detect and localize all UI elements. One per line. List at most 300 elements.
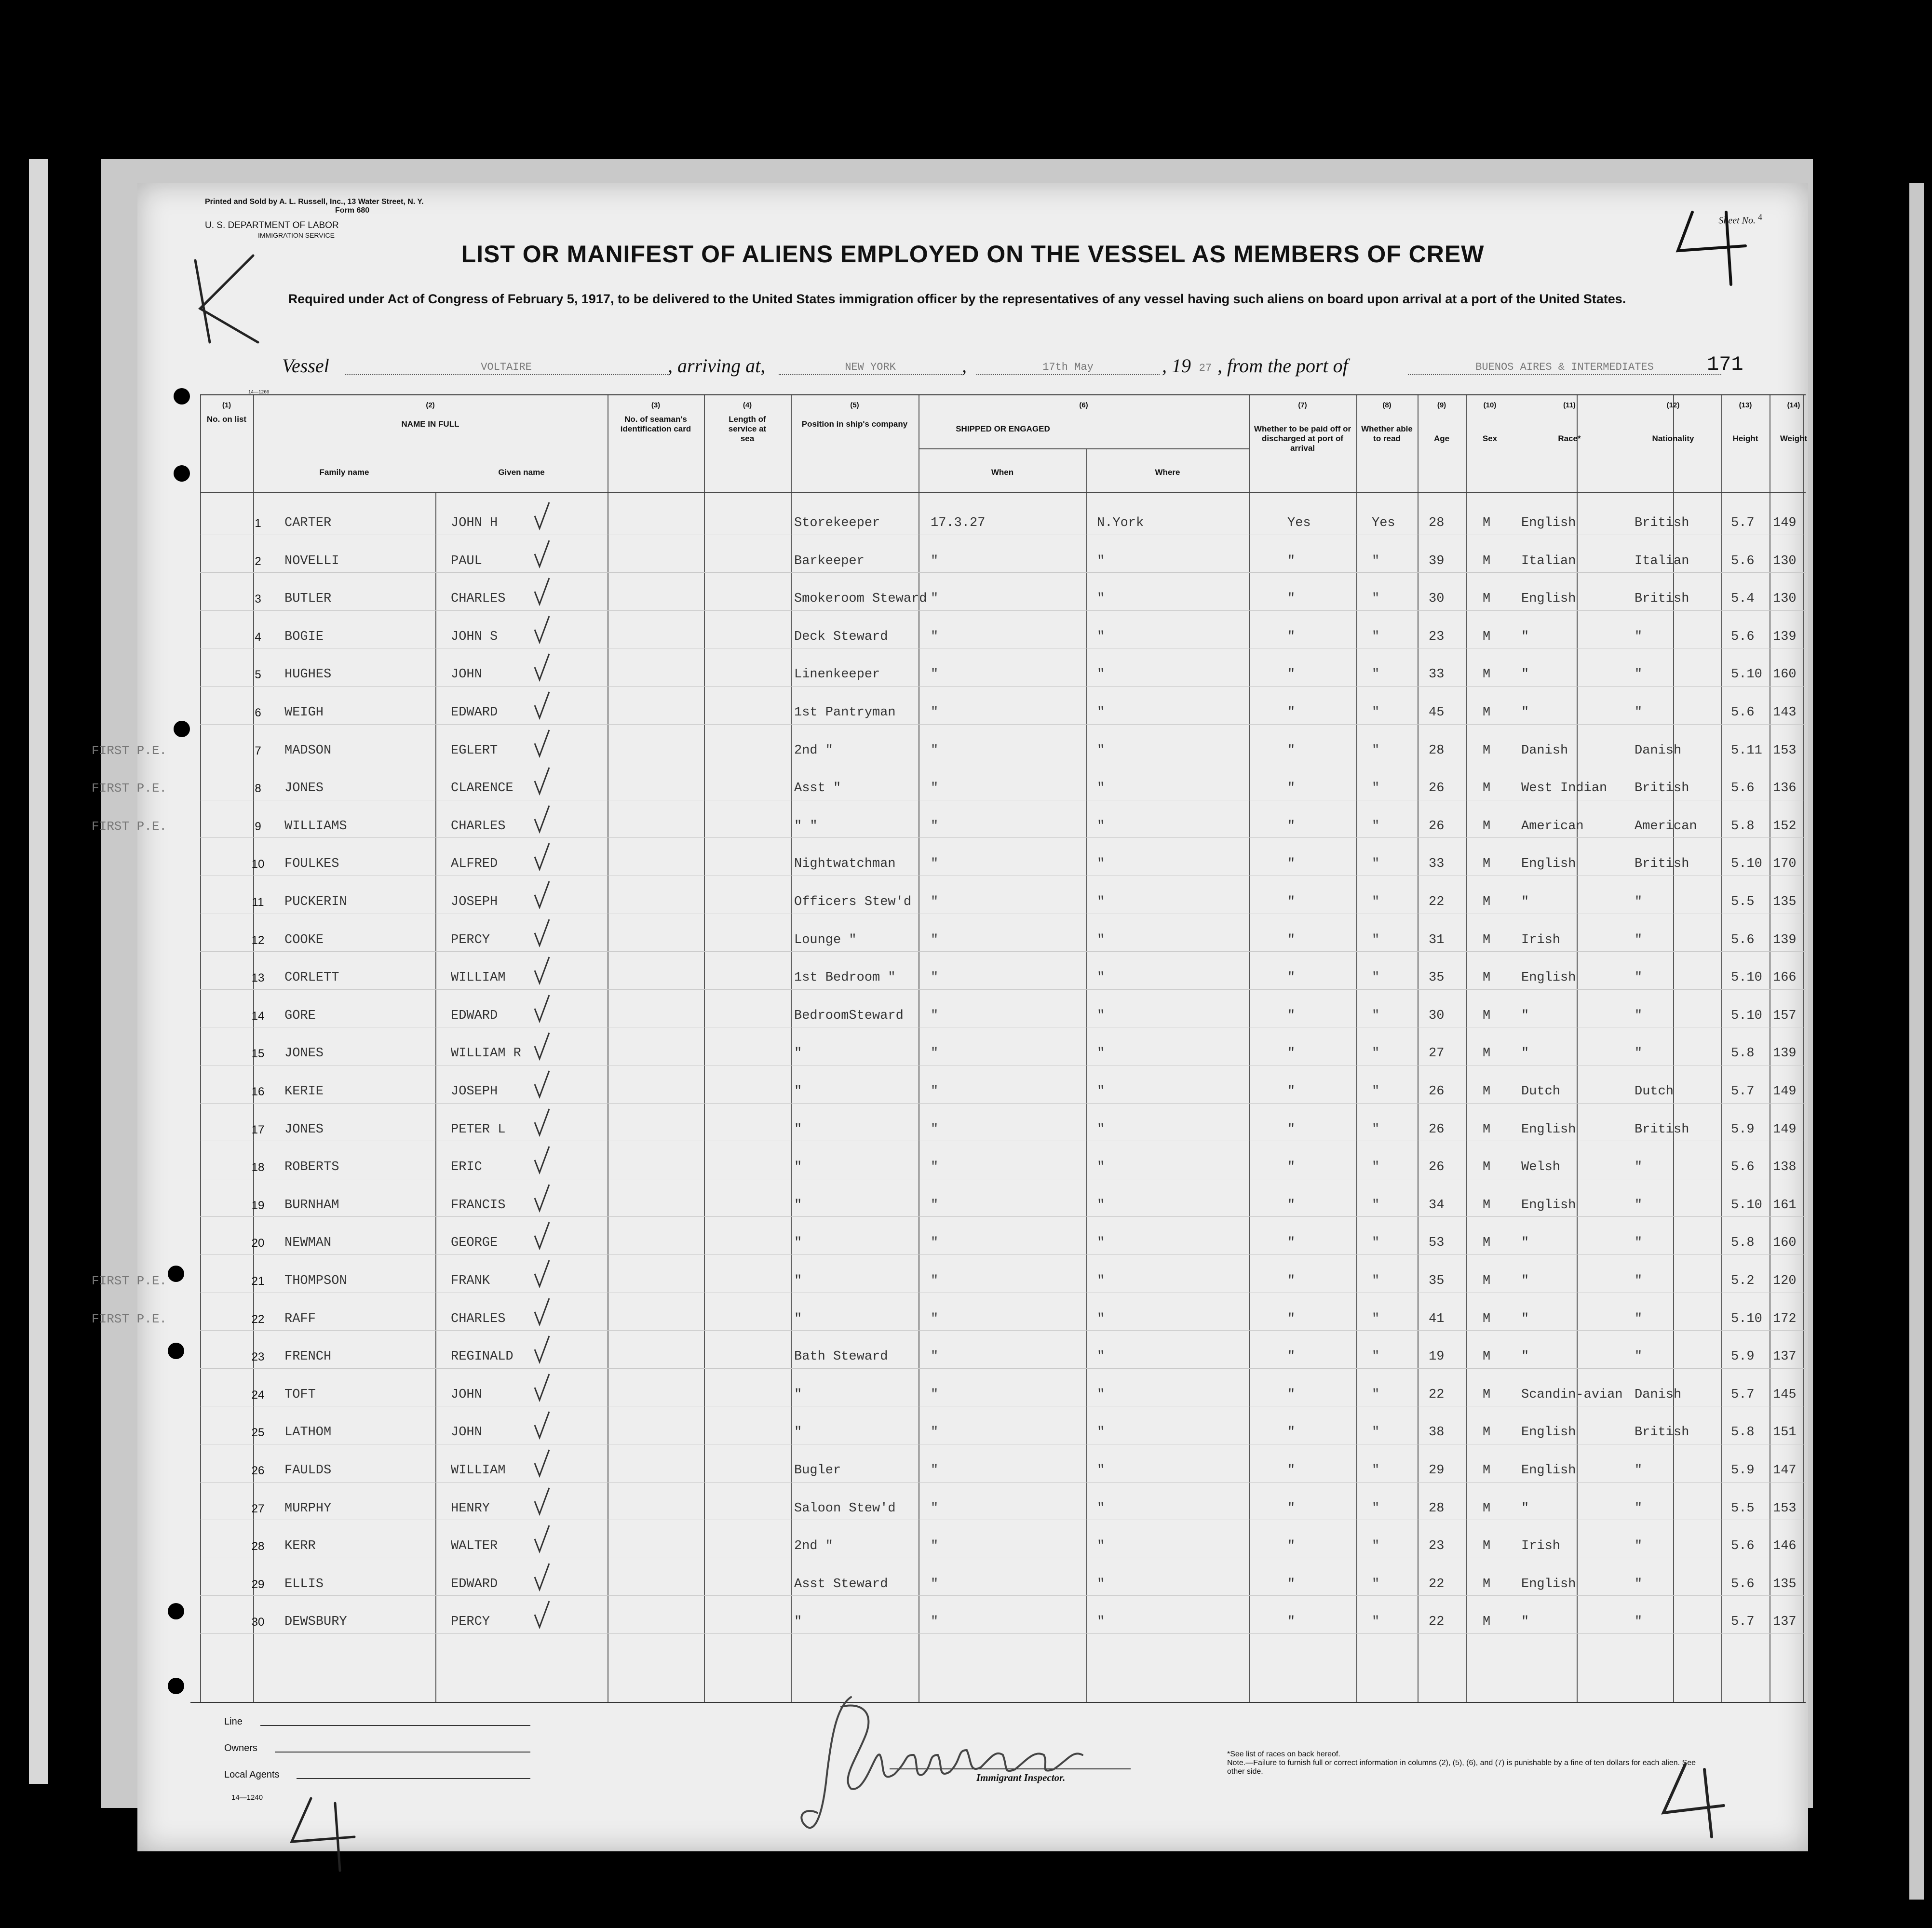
cell-sex: M bbox=[1483, 1274, 1491, 1288]
punch-hole-icon bbox=[168, 1266, 184, 1282]
cell-given-name: WILLIAM R bbox=[451, 1046, 521, 1061]
col-header-height: Height bbox=[1732, 434, 1758, 443]
cell-position: " bbox=[794, 1311, 802, 1326]
cell-paid-off: " bbox=[1287, 667, 1296, 682]
cell-paid-off: " bbox=[1287, 971, 1296, 985]
cell-family-name: CORLETT bbox=[284, 971, 339, 985]
cell-race: English bbox=[1521, 1577, 1576, 1591]
punch-hole-icon bbox=[168, 1603, 184, 1619]
col-header-service: Length of service at sea bbox=[728, 415, 767, 443]
cell-shipped-where: " bbox=[1097, 1198, 1105, 1213]
footer-agents-label: Local Agents bbox=[224, 1769, 280, 1780]
vessel-name: VOLTAIRE bbox=[345, 361, 668, 375]
cell-position: " " bbox=[794, 819, 818, 834]
cell-paid-off: " bbox=[1287, 857, 1296, 872]
owners-underline bbox=[275, 1752, 530, 1753]
cell-age: 22 bbox=[1429, 1615, 1445, 1630]
cell-family-name: NOVELLI bbox=[284, 553, 339, 568]
footer-owners-label: Owners bbox=[224, 1743, 257, 1753]
col-subheader-family: Family name bbox=[319, 468, 369, 477]
check-mark-icon bbox=[533, 1335, 550, 1364]
cell-age: 30 bbox=[1429, 1008, 1445, 1023]
cell-shipped-where: " bbox=[1097, 1539, 1105, 1554]
cell-nationality: " bbox=[1635, 1615, 1643, 1630]
cell-weight: 120 bbox=[1773, 1274, 1797, 1288]
cell-shipped-where: " bbox=[1097, 1236, 1105, 1251]
cell-nationality: " bbox=[1635, 895, 1643, 909]
punch-hole-icon bbox=[168, 1678, 184, 1694]
cell-shipped-where: " bbox=[1097, 1084, 1105, 1099]
col-number-1: (1) bbox=[222, 401, 231, 409]
cell-weight: 149 bbox=[1773, 1122, 1797, 1137]
cell-able-to-read: " bbox=[1372, 1349, 1380, 1364]
cell-height: 5.10 bbox=[1731, 1198, 1762, 1213]
row-number: 18 bbox=[251, 1161, 265, 1174]
table-row bbox=[200, 1368, 1806, 1406]
cell-height: 5.6 bbox=[1731, 1539, 1755, 1554]
cell-age: 35 bbox=[1429, 1274, 1445, 1288]
cell-position: BedroomSteward bbox=[794, 1008, 904, 1023]
cell-nationality: " bbox=[1635, 1577, 1643, 1591]
cell-shipped-where: " bbox=[1097, 1008, 1105, 1023]
cell-family-name: JONES bbox=[284, 1122, 324, 1137]
cell-given-name: FRANCIS bbox=[451, 1198, 506, 1213]
cell-sex: M bbox=[1483, 932, 1491, 947]
cell-height: 5.8 bbox=[1731, 819, 1755, 834]
table-row bbox=[200, 1216, 1806, 1254]
cell-weight: 160 bbox=[1773, 667, 1797, 682]
cell-paid-off: " bbox=[1287, 1463, 1296, 1478]
arrival-year: 27 bbox=[1199, 362, 1212, 374]
col-number-12: (12) bbox=[1666, 401, 1680, 409]
cell-race: Dutch bbox=[1521, 1084, 1561, 1099]
cell-height: 5.10 bbox=[1731, 1311, 1762, 1326]
cell-weight: 135 bbox=[1773, 895, 1797, 909]
cell-paid-off: " bbox=[1287, 1122, 1296, 1137]
cell-shipped-when: " bbox=[931, 1198, 939, 1213]
cell-height: 5.2 bbox=[1731, 1274, 1755, 1288]
check-mark-icon bbox=[533, 1146, 550, 1174]
cell-position: " bbox=[794, 1236, 802, 1251]
cell-age: 28 bbox=[1429, 743, 1445, 758]
cell-race: Italian bbox=[1521, 553, 1576, 568]
printer-info bbox=[205, 198, 424, 215]
check-mark-icon bbox=[533, 729, 550, 758]
check-mark-icon bbox=[533, 691, 550, 720]
margin-annotation: FIRST P.E. bbox=[92, 743, 167, 758]
cell-shipped-where: " bbox=[1097, 819, 1105, 834]
cell-weight: 153 bbox=[1773, 1501, 1797, 1516]
check-mark-icon bbox=[533, 1600, 550, 1629]
cell-height: 5.8 bbox=[1731, 1046, 1755, 1061]
cell-able-to-read: " bbox=[1372, 592, 1380, 607]
punch-hole-icon bbox=[174, 465, 190, 482]
cell-height: 5.6 bbox=[1731, 629, 1755, 644]
table-row bbox=[200, 610, 1806, 648]
departure-port: BUENOS AIRES & INTERMEDIATES bbox=[1408, 361, 1721, 375]
cell-sex: M bbox=[1483, 1349, 1491, 1364]
cell-height: 5.8 bbox=[1731, 1236, 1755, 1251]
cell-sex: M bbox=[1483, 1008, 1491, 1023]
col-number-4: (4) bbox=[743, 401, 752, 409]
cell-race: " bbox=[1521, 1046, 1529, 1061]
cell-given-name: PERCY bbox=[451, 1615, 490, 1630]
footer-line-label: Line bbox=[224, 1716, 243, 1727]
cell-shipped-where: " bbox=[1097, 743, 1105, 758]
row-number: 8 bbox=[255, 782, 261, 795]
cell-shipped-when: " bbox=[931, 553, 939, 568]
cell-nationality: " bbox=[1635, 932, 1643, 947]
col-number-2: (2) bbox=[426, 401, 435, 409]
cell-nationality: " bbox=[1635, 629, 1643, 644]
cell-family-name: GORE bbox=[284, 1008, 316, 1023]
cell-given-name: EDWARD bbox=[451, 1577, 498, 1591]
cell-family-name: WEIGH bbox=[284, 705, 324, 720]
cell-shipped-when: " bbox=[931, 1236, 939, 1251]
cell-race: " bbox=[1521, 1008, 1529, 1023]
col-header-position: Position in ship's company bbox=[801, 419, 908, 429]
cell-able-to-read: " bbox=[1372, 1311, 1380, 1326]
cell-weight: 157 bbox=[1773, 1008, 1797, 1023]
cell-race: " bbox=[1521, 1236, 1529, 1251]
cell-given-name: JOSEPH bbox=[451, 895, 498, 909]
cell-nationality: Dutch bbox=[1635, 1084, 1674, 1099]
cell-race: English bbox=[1521, 971, 1576, 985]
cell-sex: M bbox=[1483, 1046, 1491, 1061]
cell-nationality: American bbox=[1635, 819, 1697, 834]
cell-shipped-when: " bbox=[931, 1160, 939, 1175]
row-number: 25 bbox=[251, 1426, 265, 1440]
cell-height: 5.9 bbox=[1731, 1463, 1755, 1478]
margin-annotation: FIRST P.E. bbox=[92, 1311, 167, 1326]
cell-race: " bbox=[1521, 705, 1529, 720]
cell-position: Asst Steward bbox=[794, 1577, 888, 1591]
row-number: 10 bbox=[251, 858, 265, 871]
cell-race: American bbox=[1521, 819, 1584, 834]
cell-age: 26 bbox=[1429, 819, 1445, 834]
cell-given-name: GEORGE bbox=[451, 1236, 498, 1251]
margin-annotation: FIRST P.E. bbox=[92, 781, 167, 796]
cell-age: 39 bbox=[1429, 553, 1445, 568]
cell-shipped-where: " bbox=[1097, 932, 1105, 947]
cell-able-to-read: " bbox=[1372, 629, 1380, 644]
cell-position: " bbox=[794, 1198, 802, 1213]
sheet-label: Sheet No. bbox=[1718, 215, 1756, 226]
cell-shipped-when: " bbox=[931, 895, 939, 909]
row-number: 19 bbox=[251, 1199, 265, 1212]
check-mark-icon bbox=[533, 1449, 550, 1478]
cell-position: Lounge " bbox=[794, 932, 857, 947]
cell-weight: 130 bbox=[1773, 553, 1797, 568]
cell-given-name: PERCY bbox=[451, 932, 490, 947]
cell-height: 5.7 bbox=[1731, 1084, 1755, 1099]
cell-position: " bbox=[794, 1160, 802, 1175]
cell-paid-off: " bbox=[1287, 1349, 1296, 1364]
cell-given-name: JOHN H bbox=[451, 516, 498, 530]
check-mark-icon bbox=[533, 1563, 550, 1591]
cell-position: Smokeroom Steward bbox=[794, 592, 927, 607]
cell-position: 2nd " bbox=[794, 1539, 834, 1554]
cell-shipped-when: " bbox=[931, 971, 939, 985]
cell-weight: 147 bbox=[1773, 1463, 1797, 1478]
cell-given-name: ALFRED bbox=[451, 857, 498, 872]
check-mark-icon bbox=[533, 1108, 550, 1137]
cell-nationality: " bbox=[1635, 1501, 1643, 1516]
cell-height: 5.8 bbox=[1731, 1425, 1755, 1440]
cell-given-name: CHARLES bbox=[451, 819, 506, 834]
cell-shipped-when: " bbox=[931, 592, 939, 607]
cell-shipped-where: " bbox=[1097, 1311, 1105, 1326]
cell-race: " bbox=[1521, 1501, 1529, 1516]
cell-sex: M bbox=[1483, 1236, 1491, 1251]
cell-height: 5.6 bbox=[1731, 781, 1755, 796]
cell-nationality: British bbox=[1635, 1425, 1689, 1440]
cell-race: " bbox=[1521, 629, 1529, 644]
punch-hole-icon bbox=[174, 721, 190, 737]
cell-weight: 138 bbox=[1773, 1160, 1797, 1175]
table-row bbox=[200, 1065, 1806, 1103]
cell-race: " bbox=[1521, 1349, 1529, 1364]
cell-family-name: FAULDS bbox=[284, 1463, 332, 1478]
printer-line: Printed and Sold by A. L. Russell, Inc., 13 Water Street, N. Y. bbox=[205, 198, 424, 206]
check-mark-icon bbox=[533, 1524, 550, 1553]
cell-shipped-when: " bbox=[931, 781, 939, 796]
inspector-signature-icon bbox=[784, 1678, 1121, 1851]
cell-able-to-read: " bbox=[1372, 932, 1380, 947]
cell-able-to-read: Yes bbox=[1372, 516, 1395, 530]
cell-able-to-read: " bbox=[1372, 857, 1380, 872]
table-row bbox=[200, 1558, 1806, 1595]
table-row bbox=[200, 914, 1806, 951]
cell-paid-off: " bbox=[1287, 819, 1296, 834]
cell-family-name: BURNHAM bbox=[284, 1198, 339, 1213]
cell-sex: M bbox=[1483, 1311, 1491, 1326]
cell-family-name: MURPHY bbox=[284, 1501, 332, 1516]
cell-family-name: CARTER bbox=[284, 516, 332, 530]
cell-shipped-when: " bbox=[931, 857, 939, 872]
col-subheader-when: When bbox=[991, 468, 1014, 477]
row-number: 23 bbox=[251, 1350, 265, 1364]
cell-able-to-read: " bbox=[1372, 1236, 1380, 1251]
col-header-sex: Sex bbox=[1482, 434, 1498, 443]
cell-shipped-when: 17.3.27 bbox=[931, 516, 986, 530]
cell-family-name: RAFF bbox=[284, 1311, 316, 1326]
cell-age: 28 bbox=[1429, 1501, 1445, 1516]
cell-weight: 166 bbox=[1773, 971, 1797, 985]
cell-paid-off: " bbox=[1287, 895, 1296, 909]
col-header-age: Age bbox=[1433, 434, 1450, 443]
cell-family-name: JONES bbox=[284, 781, 324, 796]
cell-able-to-read: " bbox=[1372, 1615, 1380, 1630]
cell-race: English bbox=[1521, 1198, 1576, 1213]
row-number: 3 bbox=[255, 593, 261, 606]
col-number-10: (10) bbox=[1483, 401, 1497, 409]
table-row bbox=[200, 876, 1806, 913]
footnote-races: *See list of races on back hereof. bbox=[1227, 1750, 1340, 1758]
check-mark-icon bbox=[533, 918, 550, 947]
cell-shipped-when: " bbox=[931, 1274, 939, 1288]
cell-race: " bbox=[1521, 1311, 1529, 1326]
cell-age: 34 bbox=[1429, 1198, 1445, 1213]
check-mark-icon bbox=[533, 1221, 550, 1250]
col-header-paid-off: Whether to be paid off or discharged at port of arrival bbox=[1254, 424, 1351, 453]
form-code-bottom: 14—1240 bbox=[231, 1793, 263, 1802]
cell-nationality: Danish bbox=[1635, 743, 1682, 758]
check-mark-icon bbox=[533, 539, 550, 568]
cell-race: English bbox=[1521, 592, 1576, 607]
row-number: 5 bbox=[255, 668, 261, 682]
adjacent-page-right bbox=[1909, 183, 1924, 1900]
inspector-label: Immigrant Inspector. bbox=[976, 1772, 1066, 1783]
cell-age: 33 bbox=[1429, 857, 1445, 872]
col-number-13: (13) bbox=[1739, 401, 1752, 409]
row-number: 4 bbox=[255, 630, 261, 644]
table-row bbox=[200, 497, 1806, 534]
handwritten-number-four-icon bbox=[282, 1789, 364, 1875]
cell-weight: 137 bbox=[1773, 1615, 1797, 1630]
col-number-8: (8) bbox=[1382, 401, 1392, 409]
row-number: 17 bbox=[251, 1123, 265, 1136]
table-row bbox=[200, 1595, 1806, 1633]
row-number: 21 bbox=[251, 1275, 265, 1288]
cell-position: Bath Steward bbox=[794, 1349, 888, 1364]
cell-sex: M bbox=[1483, 1160, 1491, 1175]
cell-position: " bbox=[794, 1387, 802, 1402]
cell-shipped-when: " bbox=[931, 1084, 939, 1099]
cell-shipped-where: " bbox=[1097, 1349, 1105, 1364]
cell-weight: 137 bbox=[1773, 1349, 1797, 1364]
margin-annotation: FIRST P.E. bbox=[92, 1274, 167, 1288]
cell-weight: 139 bbox=[1773, 932, 1797, 947]
table-row bbox=[92, 1254, 1806, 1292]
page-subtitle: Required under Act of Congress of February 5, 1917, to be delivered to the United States immigration officer by the representatives of any vessel having such aliens on board upon arrival at a port of the United States. bbox=[288, 292, 1626, 306]
cell-weight: 136 bbox=[1773, 781, 1797, 796]
cell-position: " bbox=[794, 1122, 802, 1137]
footnote-penalty: Note.—Failure to furnish full or correct information in columns (2), (5), (6), and (7) is punishable by a fine of ten dollars for each alien. See other side. bbox=[1227, 1759, 1696, 1776]
cell-age: 35 bbox=[1429, 971, 1445, 985]
sheet-value: 4 bbox=[1758, 212, 1762, 222]
cell-paid-off: " bbox=[1287, 1387, 1296, 1402]
cell-given-name: ERIC bbox=[451, 1160, 482, 1175]
cell-nationality: British bbox=[1635, 1122, 1689, 1137]
cell-age: 22 bbox=[1429, 895, 1445, 909]
cell-shipped-where: " bbox=[1097, 1122, 1105, 1137]
cell-age: 41 bbox=[1429, 1311, 1445, 1326]
cell-sex: M bbox=[1483, 1539, 1491, 1554]
cell-shipped-when: " bbox=[931, 1577, 939, 1591]
cell-able-to-read: " bbox=[1372, 895, 1380, 909]
cell-sex: M bbox=[1483, 1463, 1491, 1478]
table-row bbox=[200, 1179, 1806, 1216]
cell-sex: M bbox=[1483, 1615, 1491, 1630]
col-header-shipped: SHIPPED OR ENGAGED bbox=[956, 424, 1050, 433]
cell-race: English bbox=[1521, 516, 1576, 530]
cell-position: Nightwatchman bbox=[794, 857, 896, 872]
cell-nationality: " bbox=[1635, 1008, 1643, 1023]
cell-nationality: " bbox=[1635, 667, 1643, 682]
cell-able-to-read: " bbox=[1372, 1539, 1380, 1554]
cell-race: " bbox=[1521, 1274, 1529, 1288]
cell-paid-off: " bbox=[1287, 1046, 1296, 1061]
cell-height: 5.10 bbox=[1731, 857, 1762, 872]
cell-family-name: LATHOM bbox=[284, 1425, 332, 1440]
service-name: IMMIGRATION SERVICE bbox=[258, 231, 335, 239]
cell-shipped-when: " bbox=[931, 667, 939, 682]
cell-age: 26 bbox=[1429, 1122, 1445, 1137]
cell-age: 23 bbox=[1429, 1539, 1445, 1554]
cell-height: 5.10 bbox=[1731, 667, 1762, 682]
table-row bbox=[200, 1330, 1806, 1368]
cell-nationality: " bbox=[1635, 1046, 1643, 1061]
cell-given-name: JOHN S bbox=[451, 629, 498, 644]
cell-shipped-where: " bbox=[1097, 1615, 1105, 1630]
arrival-date: 17th May bbox=[976, 361, 1160, 375]
row-number: 12 bbox=[251, 933, 265, 947]
cell-shipped-where: " bbox=[1097, 895, 1105, 909]
handwritten-x-mark-icon bbox=[181, 251, 272, 347]
cell-paid-off: " bbox=[1287, 1198, 1296, 1213]
cell-able-to-read: " bbox=[1372, 1198, 1380, 1213]
cell-weight: 146 bbox=[1773, 1539, 1797, 1554]
cell-paid-off: " bbox=[1287, 1274, 1296, 1288]
check-mark-icon bbox=[533, 1297, 550, 1326]
cell-paid-off: " bbox=[1287, 1539, 1296, 1554]
cell-sex: M bbox=[1483, 629, 1491, 644]
cell-position: " bbox=[794, 1084, 802, 1099]
cell-shipped-where: " bbox=[1097, 553, 1105, 568]
cell-sex: M bbox=[1483, 705, 1491, 720]
cell-family-name: NEWMAN bbox=[284, 1236, 332, 1251]
cell-weight: 130 bbox=[1773, 592, 1797, 607]
cell-sex: M bbox=[1483, 592, 1491, 607]
cell-given-name: WILLIAM bbox=[451, 1463, 506, 1478]
cell-nationality: British bbox=[1635, 857, 1689, 872]
cell-shipped-where: N.York bbox=[1097, 516, 1144, 530]
cell-weight: 172 bbox=[1773, 1311, 1797, 1326]
cell-shipped-where: " bbox=[1097, 705, 1105, 720]
manifest-page bbox=[92, 183, 1808, 1851]
cell-race: English bbox=[1521, 1122, 1576, 1137]
cell-weight: 170 bbox=[1773, 857, 1797, 872]
cell-sex: M bbox=[1483, 516, 1491, 530]
cell-height: 5.6 bbox=[1731, 553, 1755, 568]
cell-nationality: " bbox=[1635, 971, 1643, 985]
cell-height: 5.6 bbox=[1731, 1577, 1755, 1591]
cell-paid-off: " bbox=[1287, 1084, 1296, 1099]
cell-shipped-where: " bbox=[1097, 1463, 1105, 1478]
cell-shipped-when: " bbox=[931, 1387, 939, 1402]
cell-able-to-read: " bbox=[1372, 1160, 1380, 1175]
check-mark-icon bbox=[533, 1032, 550, 1061]
cell-given-name: EDWARD bbox=[451, 705, 498, 720]
cell-able-to-read: " bbox=[1372, 971, 1380, 985]
cell-able-to-read: " bbox=[1372, 705, 1380, 720]
cell-weight: 143 bbox=[1773, 705, 1797, 720]
cell-nationality: British bbox=[1635, 781, 1689, 796]
cell-paid-off: " bbox=[1287, 592, 1296, 607]
cell-race: " bbox=[1521, 667, 1529, 682]
cell-family-name: FOULKES bbox=[284, 857, 339, 872]
cell-given-name: JOHN bbox=[451, 667, 482, 682]
check-mark-icon bbox=[533, 653, 550, 682]
cell-position: " bbox=[794, 1046, 802, 1061]
cell-given-name: EGLERT bbox=[451, 743, 498, 758]
cell-nationality: " bbox=[1635, 1349, 1643, 1364]
check-mark-icon bbox=[533, 1373, 550, 1402]
cell-sex: M bbox=[1483, 1198, 1491, 1213]
cell-race: West Indian bbox=[1521, 781, 1608, 796]
cell-position: Storekeeper bbox=[794, 516, 880, 530]
